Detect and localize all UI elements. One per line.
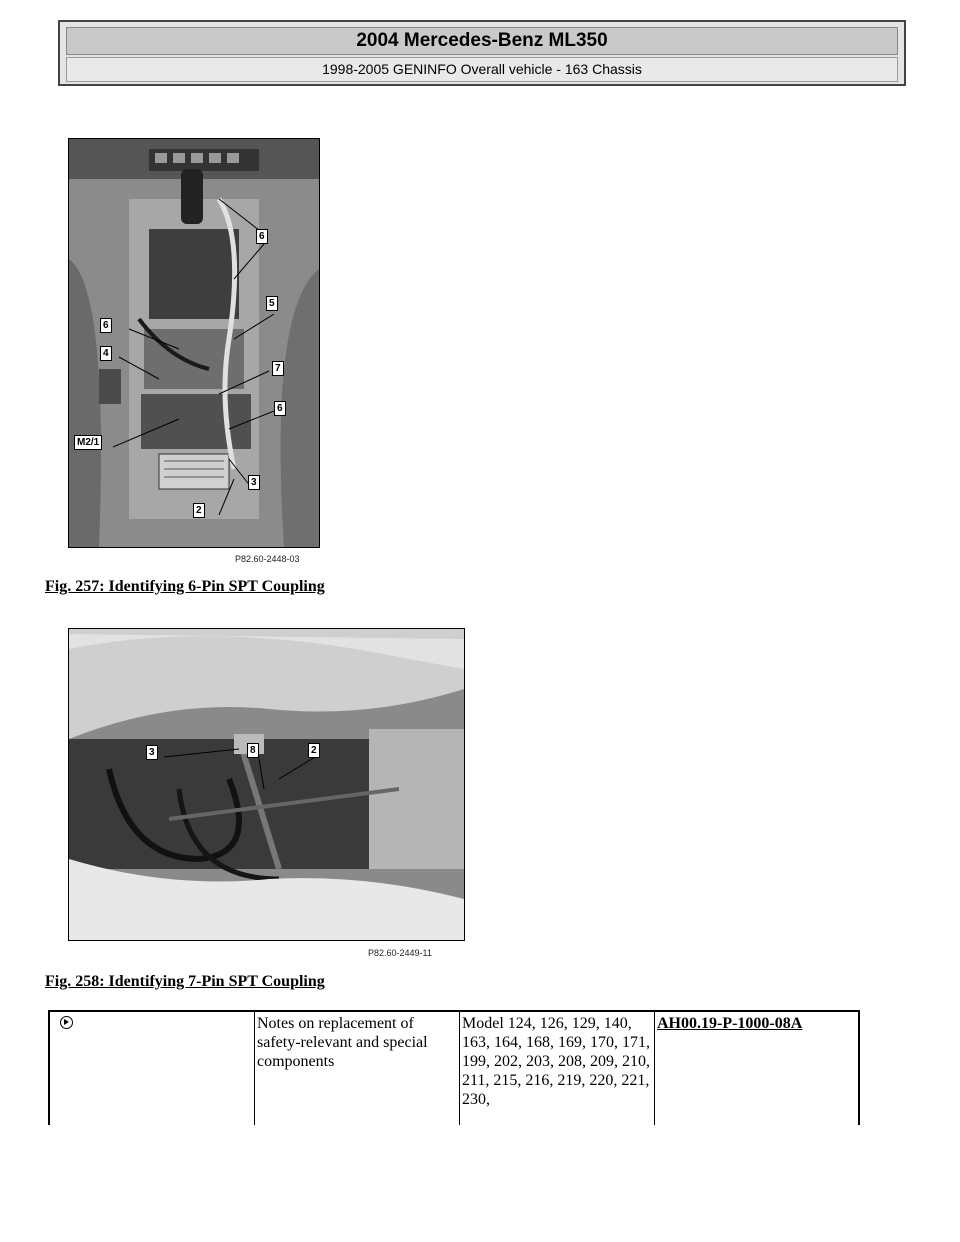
reference-link[interactable]: AH00.19-P-1000-08A — [657, 1015, 803, 1032]
table-row — [49, 1011, 859, 1125]
callout-label: 8 — [247, 743, 259, 758]
arrow-circle-icon — [60, 1016, 73, 1029]
figure-257 — [60, 133, 338, 573]
table-cell-icon — [49, 1011, 255, 1125]
callout-label: 6 — [274, 401, 286, 416]
notes-table — [48, 1010, 860, 1125]
figure-257-caption: Fig. 257: Identifying 6-Pin SPT Coupling — [45, 578, 325, 595]
figure-258-code: P82.60-2449-11 — [368, 948, 432, 958]
table-cell-reference — [655, 1011, 860, 1125]
page-header — [58, 20, 906, 86]
callout-label: 6 — [256, 229, 268, 244]
document-subtitle: 1998-2005 GENINFO Overall vehicle - 163 Chassis — [66, 57, 898, 82]
callout-label: M2/1 — [74, 435, 102, 450]
figure-258-caption: Fig. 258: Identifying 7-Pin SPT Coupling — [45, 973, 325, 990]
callout-label: 2 — [308, 743, 320, 758]
callout-label: 3 — [146, 745, 158, 760]
callout-label: 3 — [248, 475, 260, 490]
callout-label: 6 — [100, 318, 112, 333]
figure-258 — [60, 623, 472, 960]
figure-257-photo — [68, 138, 320, 548]
callout-label: 7 — [272, 361, 284, 376]
callout-label: 5 — [266, 296, 278, 311]
figure-257-code: P82.60-2448-03 — [235, 554, 300, 564]
table-cell-models: Model 124, 126, 129, 140, 163, 164, 168, 169, 170, 171, 199, 202, 203, 208, 209, 210, 211, 215, 216, 219, 220, 221, 230, — [460, 1011, 655, 1125]
callout-label: 4 — [100, 346, 112, 361]
figure-258-photo — [68, 628, 465, 941]
callout-label: 2 — [193, 503, 205, 518]
document-title: 2004 Mercedes-Benz ML350 — [66, 27, 898, 55]
table-cell-description: Notes on replacement of safety-relevant and special components — [255, 1011, 460, 1125]
